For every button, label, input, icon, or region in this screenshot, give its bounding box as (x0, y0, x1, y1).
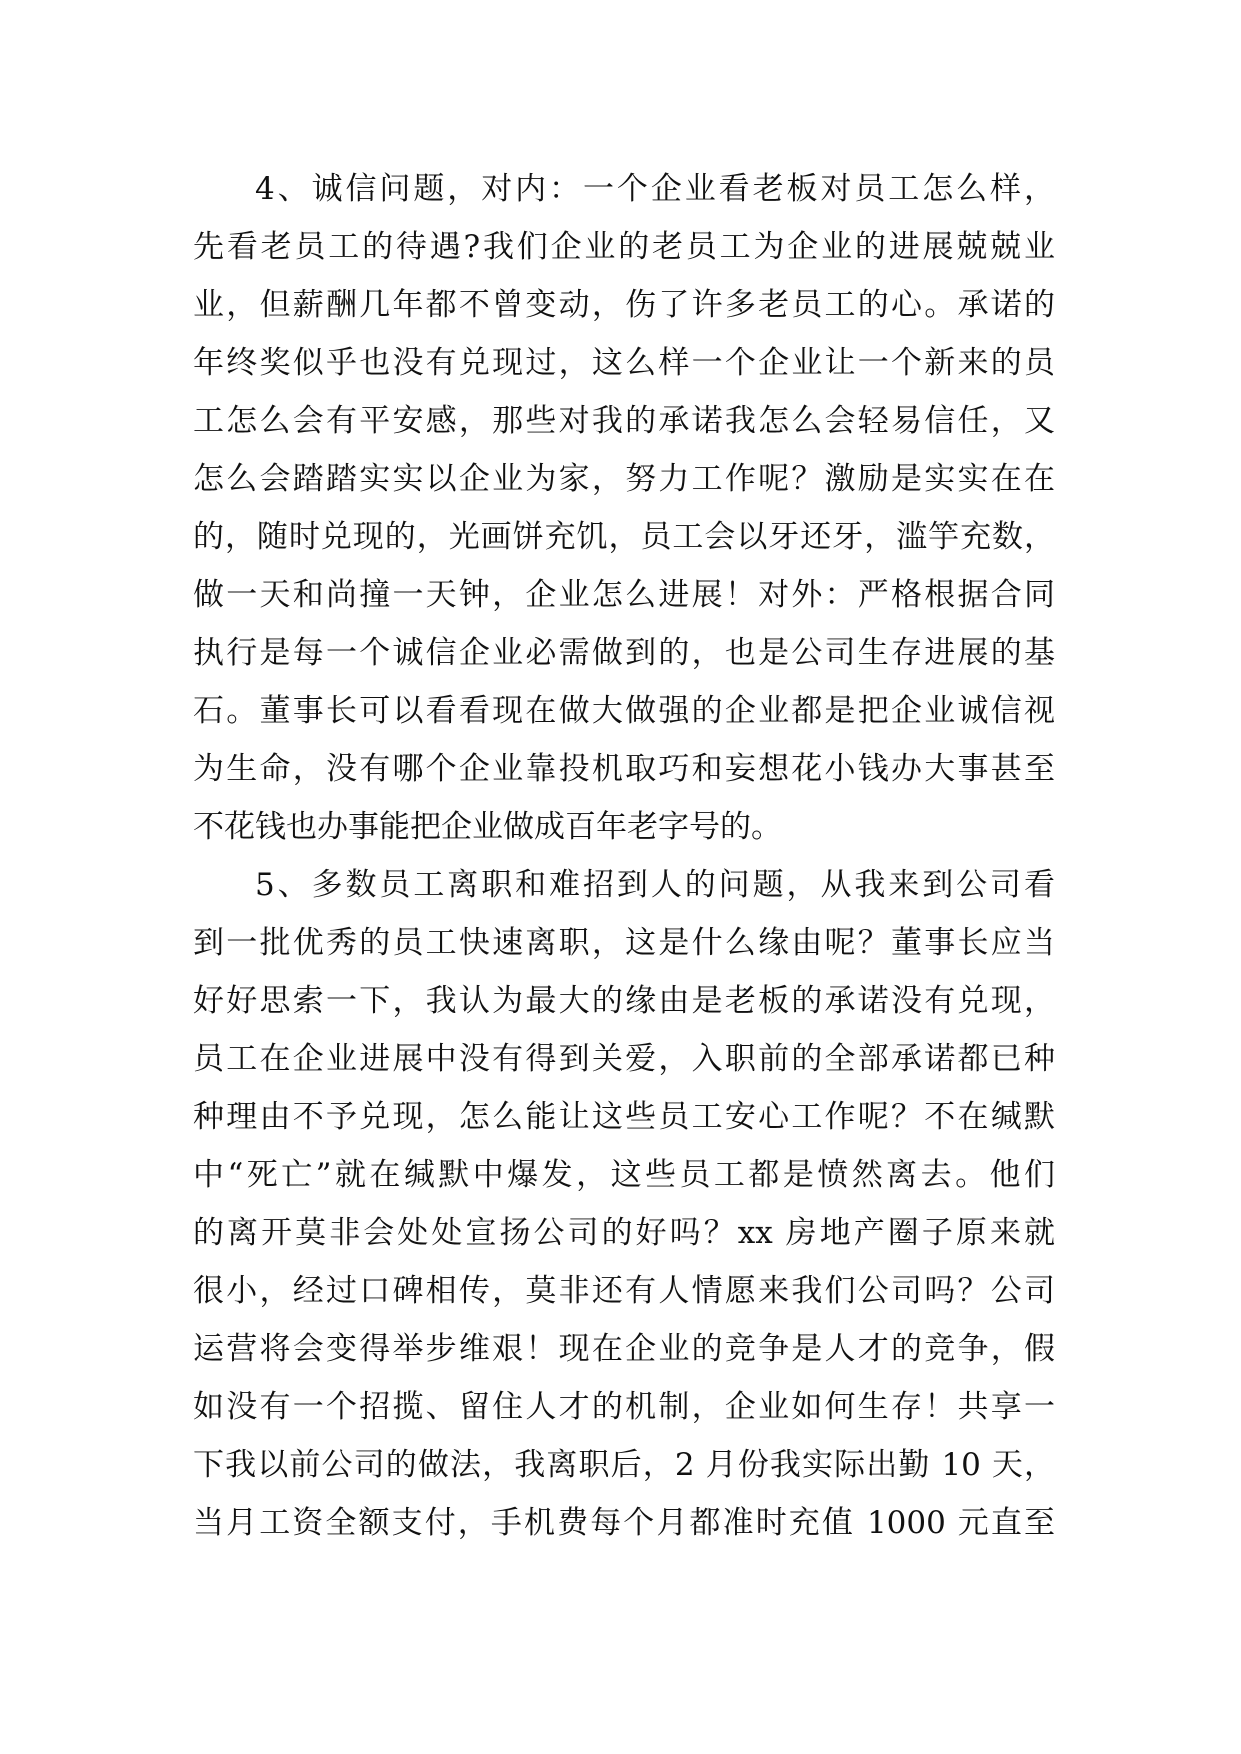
text-line: 当月工资全额支付，手机费每个月都准时充值 1000 元直至 (193, 1505, 1055, 1541)
text-line: 运营将会变得举步维艰！现在企业的竞争是人才的竞争，假 (193, 1331, 1055, 1367)
text-line: 为生命，没有哪个企业靠投机取巧和妄想花小钱办大事甚至 (193, 751, 1055, 787)
text-line: 种理由不予兑现，怎么能让这些员工安心工作呢？不在缄默 (193, 1099, 1055, 1135)
text-line: 的，随时兑现的，光画饼充饥，员工会以牙还牙，滥竽充数， (193, 519, 1055, 555)
text-line: 很小，经过口碑相传，莫非还有人情愿来我们公司吗？公司 (193, 1273, 1055, 1309)
text-line: 下我以前公司的做法，我离职后，2 月份我实际出勤 10 天， (193, 1447, 1055, 1483)
paragraph-4 (193, 160, 1055, 856)
text-line: 到一批优秀的员工快速离职，这是什么缘由呢？董事长应当 (193, 925, 1055, 961)
text-line: 5、多数员工离职和难招到人的问题，从我来到公司看 (255, 867, 1055, 903)
text-line: 年终奖似乎也没有兑现过，这么样一个企业让一个新来的员 (193, 345, 1055, 381)
text-line: 如没有一个招揽、留住人才的机制，企业如何生存！共享一 (193, 1389, 1055, 1425)
text-line: 工怎么会有平安感，那些对我的承诺我怎么会轻易信任，又 (193, 403, 1055, 439)
text-line: 的离开莫非会处处宣扬公司的好吗？xx 房地产圈子原来就 (193, 1215, 1055, 1251)
text-line: 业，但薪酬几年都不曾变动，伤了许多老员工的心。承诺的 (193, 287, 1055, 323)
text-line: 做一天和尚撞一天钟，企业怎么进展！对外：严格根据合同 (193, 577, 1055, 613)
document-body (193, 160, 1055, 1552)
text-line: 4、诚信问题，对内：一个企业看老板对员工怎么样， (255, 171, 1055, 207)
text-line: 员工在企业进展中没有得到关爱，入职前的全部承诺都已种 (193, 1041, 1055, 1077)
text-line: 先看老员工的待遇?我们企业的老员工为企业的进展兢兢业 (193, 229, 1055, 265)
text-line: 执行是每一个诚信企业必需做到的，也是公司生存进展的基 (193, 635, 1055, 671)
text-line: 中“死亡”就在缄默中爆发，这些员工都是愤然离去。他们 (193, 1157, 1055, 1193)
text-line: 怎么会踏踏实实以企业为家，努力工作呢？激励是实实在在 (193, 461, 1055, 497)
text-line: 石。董事长可以看看现在做大做强的企业都是把企业诚信视 (193, 693, 1055, 729)
paragraph-5 (193, 856, 1055, 1552)
text-line: 好好思索一下，我认为最大的缘由是老板的承诺没有兑现， (193, 983, 1055, 1019)
text-line: 不花钱也办事能把企业做成百年老字号的。 (193, 809, 782, 845)
